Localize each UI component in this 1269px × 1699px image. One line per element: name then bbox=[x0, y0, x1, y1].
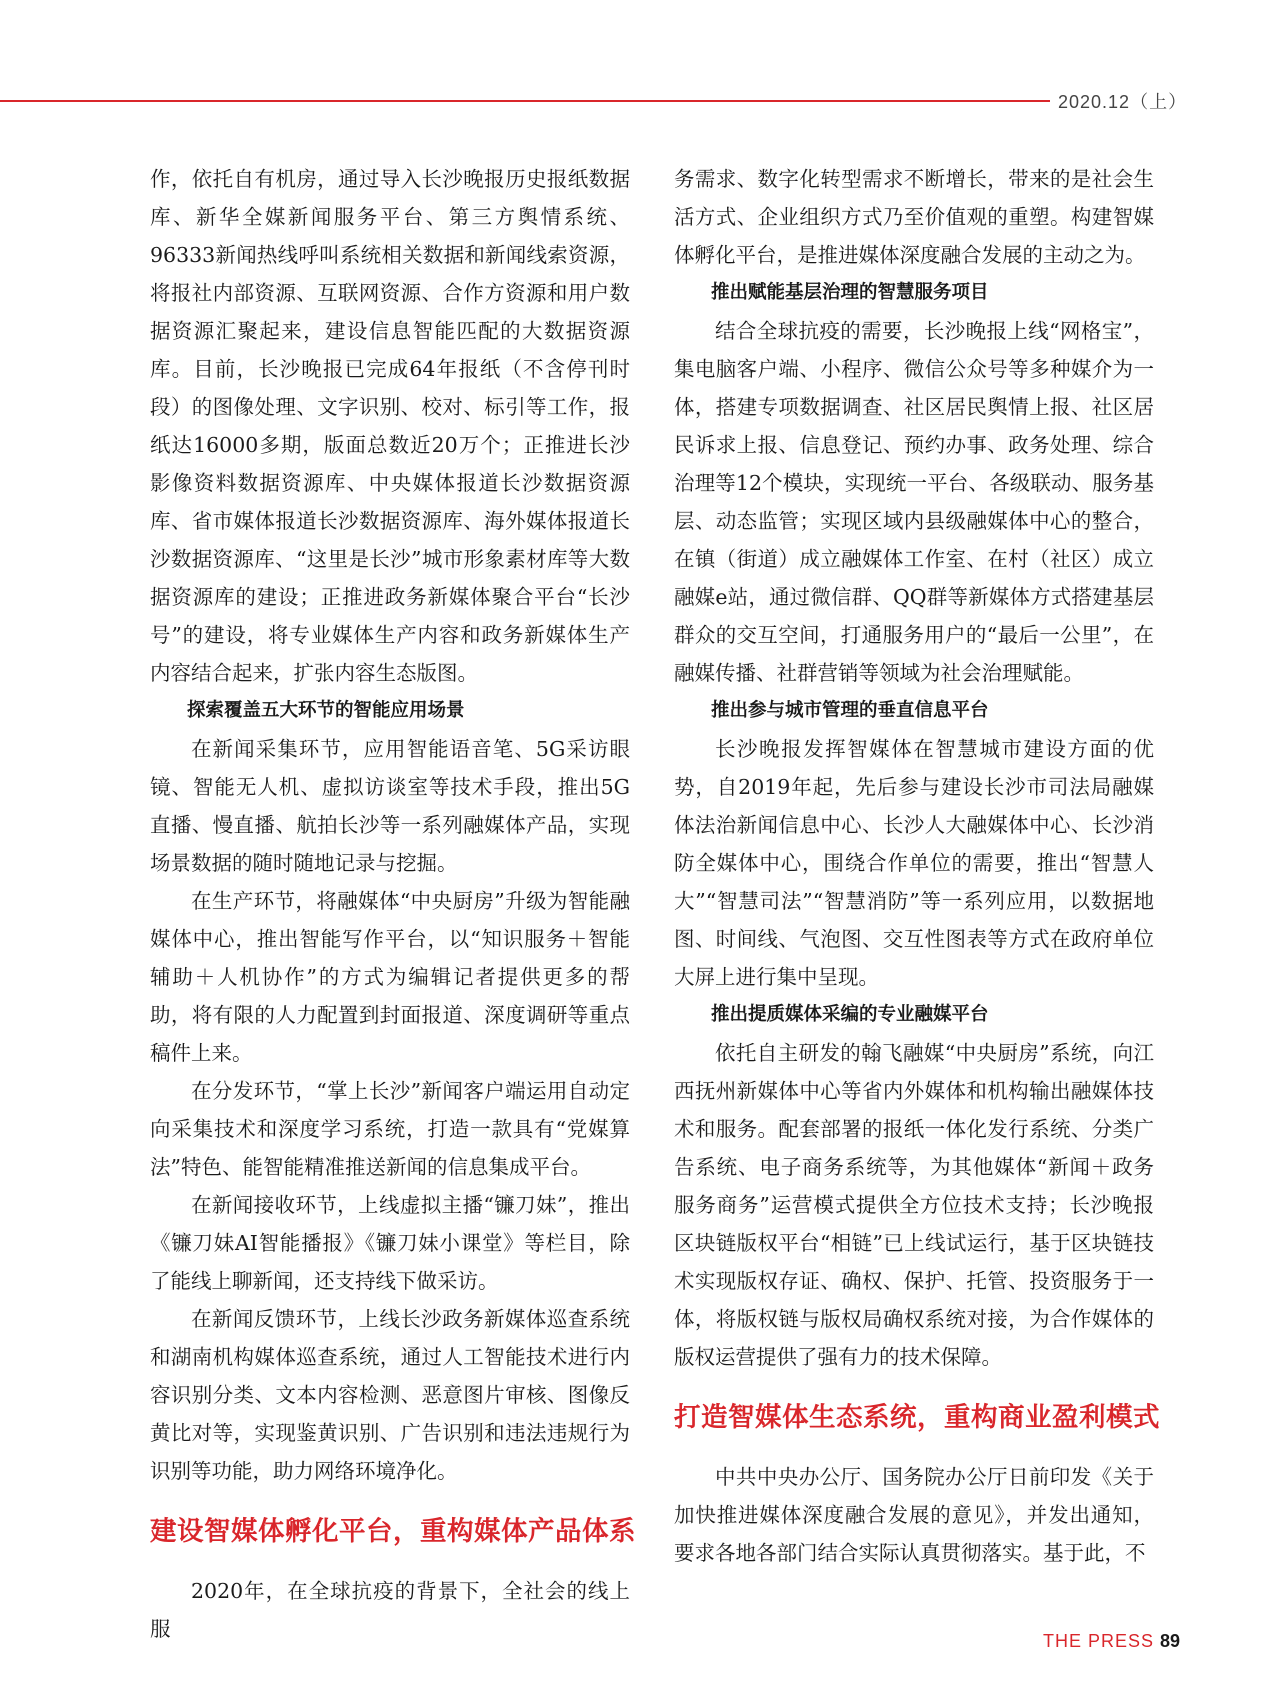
paragraph: 在分发环节，“掌上长沙”新闻客户端运用自动定向采集技术和深度学习系统，打造一款具有“党媒算法”特色、能智能精准推送新闻的信息集成平台。 bbox=[150, 1079, 630, 1179]
paragraph: 结合全球抗疫的需要，长沙晚报上线“网格宝”，集电脑客户端、小程序、微信公众号等多种媒介为一体，搭建专项数据调查、社区居民舆情上报、社区居民诉求上报、信息登记、预约办事、政务处理、综合治理等12个模块，实现统一平台、各级联动、服务基层、动态监管；实现区域内县级融媒体中心的整合，在镇（街道）成立融媒体工作室、在村（社区）成立融媒e站，通过微信群、QQ群等新媒体方式搭建基层群众的交互空间，打通服务用户的“最后一公里”，在融媒传播、社群营销等领域为社会治理赋能。 bbox=[674, 319, 1154, 685]
paragraph: 在生产环节，将融媒体“中央厨房”升级为智能融媒体中心，推出智能写作平台，以“知识服务＋智能辅助＋人机协作”的方式为编辑记者提供更多的帮助，将有限的人力配置到封面报道、深度调研等重点稿件上来。 bbox=[150, 889, 630, 1065]
page-footer bbox=[1043, 1631, 1180, 1652]
paragraph: 2020年，在全球抗疫的背景下，全社会的线上服 bbox=[150, 1579, 630, 1641]
left-column bbox=[150, 160, 636, 1648]
paragraph: 长沙晚报发挥智媒体在智慧城市建设方面的优势，自2019年起，先后参与建设长沙市司法局融媒体法治新闻信息中心、长沙人大融媒体中心、长沙消防全媒体中心，围绕合作单位的需要，推出“智慧人大”“智慧司法”“智慧消防”等一系列应用，以数据地图、时间线、气泡图、交互性图表等方式在政府单位大屏上进行集中呈现。 bbox=[674, 737, 1154, 989]
right-column bbox=[674, 160, 1160, 1572]
subheading: 推出赋能基层治理的智慧服务项目 bbox=[711, 282, 989, 303]
subheading: 推出提质媒体采编的专业融媒平台 bbox=[711, 1004, 989, 1025]
paragraph: 中共中央办公厅、国务院办公厅日前印发《关于加快推进媒体深度融合发展的意见》，并发出通知，要求各地各部门结合实际认真贯彻落实。基于此，不 bbox=[674, 1465, 1154, 1565]
issue-date: 2020.12（上） bbox=[1058, 92, 1188, 112]
paragraph: 作，依托自有机房，通过导入长沙晚报历史报纸数据库、新华全媒新闻服务平台、第三方舆情系统、96333新闻热线呼叫系统相关数据和新闻线索资源，将报社内部资源、互联网资源、合作方资源和用户数据资源汇聚起来，建设信息智能匹配的大数据资源库。目前，长沙晚报已完成64年报纸（不含停刊时段）的图像处理、文字识别、校对、标引等工作，报纸达16000多期，版面总数近20万个；正推进长沙影像资料数据资源库、中央媒体报道长沙数据资源库、省市媒体报道长沙数据资源库、海外媒体报道长沙数据资源库、“这里是长沙”城市形象素材库等大数据资源库的建设；正推进政务新媒体聚合平台“长沙号”的建设，将专业媒体生产内容和政务新媒体生产内容结合起来，扩张内容生态版图。 bbox=[150, 167, 630, 685]
magazine-name: THE PRESS bbox=[1043, 1631, 1155, 1651]
paragraph: 在新闻反馈环节，上线长沙政务新媒体巡查系统和湖南机构媒体巡查系统，通过人工智能技术进行内容识别分类、文本内容检测、恶意图片审核、图像反黄比对等，实现鉴黄识别、广告识别和违法违规行为识别等功能，助力网络环境净化。 bbox=[150, 1307, 630, 1483]
subheading: 推出参与城市管理的垂直信息平台 bbox=[711, 700, 989, 721]
paragraph: 在新闻采集环节，应用智能语音笔、5G采访眼镜、智能无人机、虚拟访谈室等技术手段，推出5G直播、慢直播、航拍长沙等一系列融媒体产品，实现场景数据的随时随地记录与挖掘。 bbox=[150, 737, 630, 875]
page-number: 89 bbox=[1160, 1631, 1181, 1651]
section-heading: 打造智媒体生态系统，重构商业盈利模式 bbox=[674, 1402, 1160, 1433]
paragraph: 依托自主研发的翰飞融媒“中央厨房”系统，向江西抚州新媒体中心等省内外媒体和机构输出融媒体技术和服务。配套部署的报纸一体化发行系统、分类广告系统、电子商务系统等，为其他媒体“新闻＋政务服务商务”运营模式提供全方位技术支持；长沙晚报区块链版权平台“相链”已上线试运行，基于区块链技术实现版权存证、确权、保护、托管、投资服务于一体，将版权链与版权局确权系统对接，为合作媒体的版权运营提供了强有力的技术保障。 bbox=[674, 1041, 1154, 1369]
paragraph: 在新闻接收环节，上线虚拟主播“镰刀妹”，推出《镰刀妹AI智能播报》《镰刀妹小课堂》等栏目，除了能线上聊新闻，还支持线下做采访。 bbox=[150, 1193, 630, 1293]
header-rule bbox=[0, 100, 1050, 102]
subheading: 探索覆盖五大环节的智能应用场景 bbox=[187, 700, 465, 721]
paragraph: 务需求、数字化转型需求不断增长，带来的是社会生活方式、企业组织方式乃至价值观的重塑。构建智媒体孵化平台，是推进媒体深度融合发展的主动之为。 bbox=[674, 167, 1154, 267]
section-heading: 建设智媒体孵化平台，重构媒体产品体系 bbox=[150, 1516, 636, 1547]
